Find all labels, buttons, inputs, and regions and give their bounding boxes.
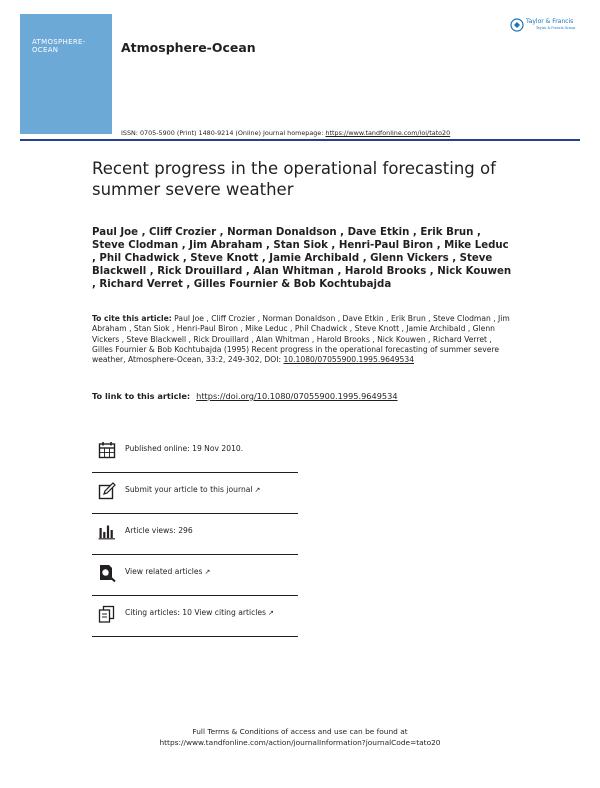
publisher-name: Taylor & Francis: [526, 18, 574, 25]
external-link-icon: ↗: [204, 568, 211, 576]
article-authors: Paul Joe , Cliff Crozier , Norman Donaldson , Dave Etkin , Erik Brun , Steve Clodman , Jim Abraham , Stan Siok , Henri-Paul Biron , Mike Leduc , Phil Chadwick , Steve Knott , Jamie Archibald , Glenn Vickers , Steve Blackwell , Rick Drouillard , Alan Whitman , Harold Brooks , Nick Kouwen , Richard Verret , Gilles Fournier & Bob Kochtubajda: [92, 227, 512, 290]
citing-documents-icon: [98, 605, 116, 623]
submit-row[interactable]: [92, 473, 298, 514]
article-info-list: [92, 432, 298, 637]
related-row[interactable]: [92, 555, 298, 596]
cite-label: To cite this article:: [92, 314, 172, 323]
published-date: Published online: 19 Nov 2010.: [125, 444, 244, 453]
journal-title: Atmosphere-Ocean: [121, 40, 256, 55]
calendar-icon: [98, 441, 116, 459]
search-document-icon: [98, 564, 116, 582]
related-articles-link[interactable]: [125, 567, 210, 576]
article-views: Article views: 296: [125, 526, 193, 535]
edit-icon: [98, 482, 116, 500]
citing-articles-label: Citing articles: 10 View citing articles: [125, 608, 266, 617]
publisher-logo-icon: [510, 18, 524, 32]
footer-journal-info-link[interactable]: https://www.tandfonline.com/action/journalInformation?journalCode=tato20: [159, 738, 441, 747]
footer-terms-text: Full Terms & Conditions of access and use can be found at: [192, 727, 408, 736]
external-link-icon: ↗: [254, 486, 261, 494]
external-link-icon: ↗: [268, 609, 274, 617]
cite-doi-link[interactable]: 10.1080/07055900.1995.9649534: [283, 355, 415, 365]
citing-row[interactable]: [92, 596, 298, 637]
article-link-line: [92, 391, 522, 401]
article-title: Recent progress in the operational forecasting of summer severe weather: [92, 159, 496, 199]
article-doi-link[interactable]: https://doi.org/10.1080/07055900.1995.9649534: [196, 391, 398, 401]
issn-text: ISSN: 0705-5900 (Print) 1480-9214 (Online) Journal homepage:: [121, 129, 326, 137]
publisher-group: Taylor & Francis Group: [536, 26, 576, 30]
footer: [0, 726, 600, 748]
issn-line: [121, 129, 450, 137]
bar-chart-icon: [98, 523, 116, 541]
views-row: [92, 514, 298, 555]
link-label: To link to this article:: [92, 391, 191, 401]
published-row: [92, 432, 298, 473]
cover-title: ATMOSPHERE-OCEAN: [32, 38, 86, 54]
related-articles-label: View related articles: [125, 567, 203, 576]
submit-article-label: Submit your article to this journal: [125, 485, 253, 494]
cite-text: Paul Joe , Cliff Crozier , Norman Donaldson , Dave Etkin , Erik Brun , Steve Clodman , Jim Abraham , Stan Siok , Henri-Paul Biron , Mike Leduc , Phil Chadwick , Steve Knott , Jamie Archibald , Glenn Vickers , Steve Blackwell , Rick Drouillard , Alan Whitman , Harold Brooks , Nick Kouwen , Richard Verret , Gilles Fournier & Bob Kochtubajda (1995) Recent progress in the operational forecasting of summer severe weather, Atmosphere-Ocean, 33:2, 249-302, DOI:: [92, 314, 510, 365]
journal-homepage-link[interactable]: https://www.tandfonline.com/loi/tato20: [325, 129, 451, 137]
journal-cover-image: [20, 14, 112, 134]
submit-article-link[interactable]: [125, 485, 260, 494]
header-divider: [20, 139, 580, 141]
citing-articles-link[interactable]: [125, 608, 274, 617]
publisher-logo: [510, 16, 586, 36]
citation-block: [92, 314, 512, 365]
